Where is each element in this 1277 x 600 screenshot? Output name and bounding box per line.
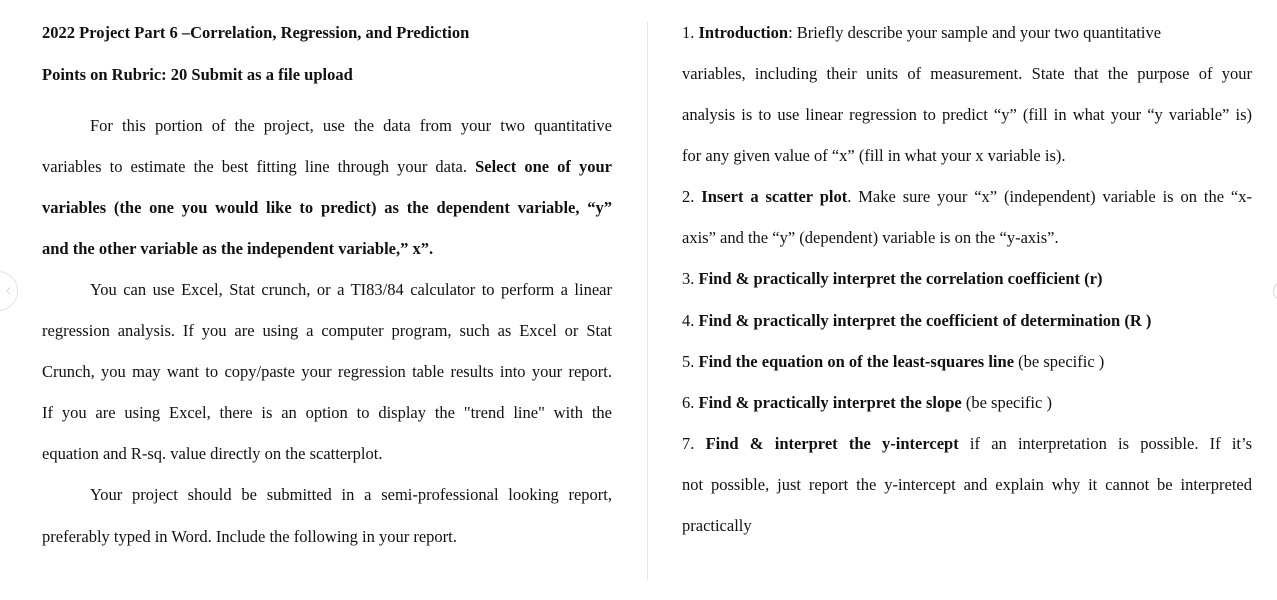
p2-line5: equation and R-sq. value directly on the scatterplot. [42,444,383,463]
p1-line4: and the other variable as the independent variable,” x”. [42,239,434,258]
chevron-left-icon: ‹ [4,280,12,301]
item3-line: 3. Find & practically interpret the correlation coefficient (r) [682,269,1103,288]
prev-page-button[interactable] [0,271,18,311]
p2-line4: If you are using Excel, there is an option to display the "trend line" with the [42,403,612,422]
item2-line1: 2. Insert a scatter plot. Make sure your “x” (independent) variable is on the “x- [682,187,1252,206]
item4-line: 4. Find & practically interpret the coefficient of determination (R ) [682,311,1152,330]
item1-line3: analysis is to use linear regression to predict “y” (fill in what your “y variable” is) [682,105,1252,124]
document-title: 2022 Project Part 6 –Correlation, Regression, and Prediction [42,23,470,42]
p1-line3: variables (the one you would like to predict) as the dependent variable, “y” [42,198,612,217]
item7-line2: not possible, just report the y-intercept and explain why it cannot be interpreted [682,475,1252,494]
p3-line1: Your project should be submitted in a semi-professional looking report, [90,485,612,504]
item2-line2: axis” and the “y” (dependent) variable is on the “y-axis”. [682,228,1059,247]
p1-line2: variables to estimate the best fitting line through your data. Select one of your [42,157,612,176]
item1-line1: 1. Introduction: Briefly describe your sample and your two quantitative [682,23,1162,42]
rubric-line: Points on Rubric: 20 Submit as a file upload [42,65,353,84]
p2-line3: Crunch, you may want to copy/paste your regression table results into your report. [42,362,612,381]
p2-line2: regression analysis. If you are using a computer program, such as Excel or Stat [42,321,612,340]
column-divider [647,22,648,580]
item1-line4: for any given value of “x” (fill in what your x variable is). [682,146,1066,165]
item7-line1: 7. Find & interpret the y-intercept if an interpretation is possible. If it’s [682,434,1252,453]
p3-line2: preferably typed in Word. Include the following in your report. [42,527,457,546]
item6-line: 6. Find & practically interpret the slope (be specific ) [682,393,1052,412]
next-page-button[interactable] [1273,281,1277,301]
item7-line3: practically [682,516,752,535]
item1-line2: variables, including their units of measurement. State that the purpose of your [682,64,1252,83]
p2-line1: You can use Excel, Stat crunch, or a TI83/84 calculator to perform a linear [90,280,612,299]
p1-line1: For this portion of the project, use the data from your two quantitative [90,116,612,135]
item5-line: 5. Find the equation on of the least-squares line (be specific ) [682,352,1105,371]
